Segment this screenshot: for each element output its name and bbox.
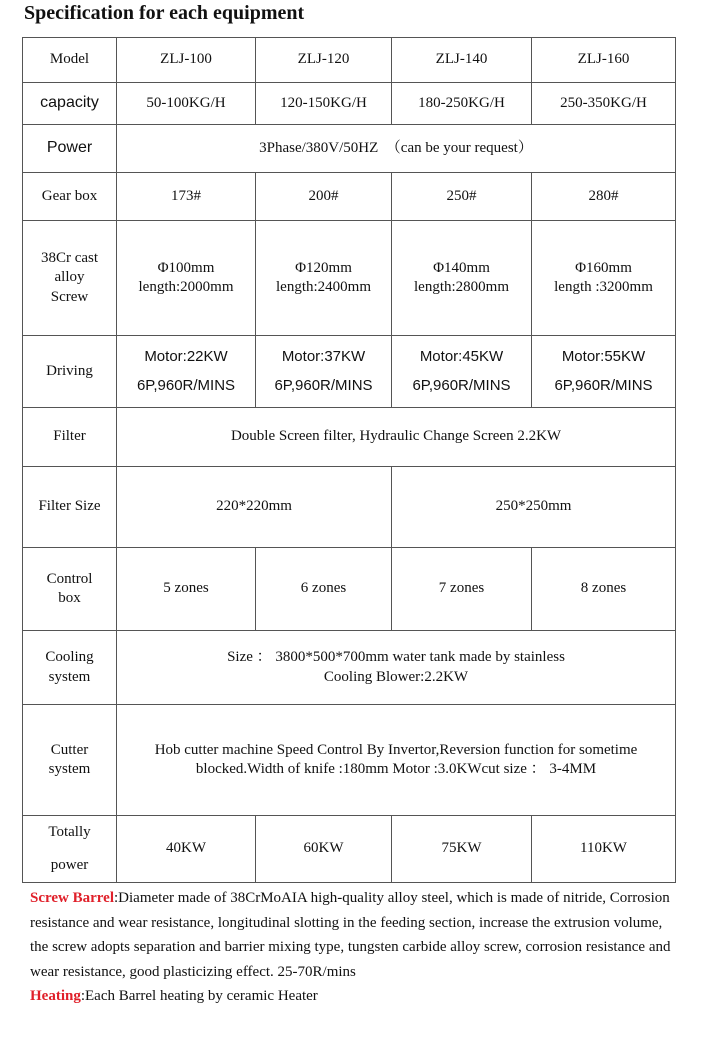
row-label: capacity	[23, 83, 117, 125]
label-line: power	[50, 857, 89, 873]
screw-diameter: Φ100mm	[157, 259, 215, 276]
screw-cell	[392, 221, 532, 336]
note-text: :Diameter made of 38CrMoAIA high-quality alloy steel, which is made of nitride, Corrosion resistance and wear resistance, longitudinal slotting in the feeding section, increase the extrusion volume, the screw adopts separation and barrier mixing type, tungsten carbide alloy screw, corrosion resistance and wear resistance, good plasticizing effect. 25-70R/mins	[30, 890, 671, 980]
model-cell: ZLJ-160	[532, 38, 676, 83]
driving-cell	[256, 336, 392, 408]
control-box-cell: 7 zones	[392, 548, 532, 631]
cooling-size: Size ： 3800*500*700mm water tank made by stainless	[227, 649, 565, 665]
capacity-cell: 180-250KG/H	[392, 83, 532, 125]
capacity-cell: 50-100KG/H	[117, 83, 256, 125]
row-label: Power	[23, 125, 117, 173]
label-line: system	[48, 761, 91, 777]
row-label	[23, 221, 117, 336]
row-filter	[23, 408, 676, 467]
filter-size-cell: 250*250mm	[392, 467, 676, 548]
control-box-cell: 5 zones	[117, 548, 256, 631]
control-box-cell: 8 zones	[532, 548, 676, 631]
screw-diameter: Φ120mm	[295, 259, 352, 276]
label-line: Totally	[48, 824, 91, 840]
row-cutter	[23, 705, 676, 816]
filter-cell: Double Screen filter, Hydraulic Change Screen 2.2KW	[117, 408, 676, 467]
screw-length: length:2800mm	[414, 279, 509, 295]
label-line: Cooling	[45, 649, 94, 665]
row-label	[23, 816, 117, 883]
motor-speed: 6P,960R/MINS	[136, 376, 236, 394]
driving-cell	[532, 336, 676, 408]
note-label: Screw Barrel	[30, 890, 115, 906]
screw-length: length :3200mm	[554, 279, 653, 295]
row-gearbox	[23, 173, 676, 221]
label-line: Control	[46, 570, 93, 587]
capacity-cell: 120-150KG/H	[256, 83, 392, 125]
cooling-cell	[117, 631, 676, 705]
row-label: Filter	[23, 408, 117, 467]
control-box-cell: 6 zones	[256, 548, 392, 631]
row-filter-size	[23, 467, 676, 548]
page-title: Specification for each equipment	[24, 2, 305, 24]
model-cell: ZLJ-120	[256, 38, 392, 83]
label-line: Screw	[50, 288, 89, 305]
cooling-blower: Cooling Blower:2.2KW	[323, 668, 469, 685]
screw-length: length:2000mm	[138, 279, 234, 295]
row-screw	[23, 221, 676, 336]
screw-cell	[532, 221, 676, 336]
row-model	[23, 38, 676, 83]
model-cell: ZLJ-100	[117, 38, 256, 83]
row-label	[23, 705, 117, 816]
motor-power: Motor:37KW	[281, 348, 366, 365]
total-power-cell: 75KW	[392, 816, 532, 883]
total-power-cell: 110KW	[532, 816, 676, 883]
screw-length: length:2400mm	[276, 279, 371, 295]
row-label: Driving	[23, 336, 117, 408]
gearbox-cell: 280#	[532, 173, 676, 221]
driving-cell	[392, 336, 532, 408]
row-cooling	[23, 631, 676, 705]
label-line: 38Cr cast	[40, 249, 99, 266]
motor-power: Motor:45KW	[419, 348, 504, 365]
total-power-cell: 60KW	[256, 816, 392, 883]
gearbox-cell: 200#	[256, 173, 392, 221]
motor-power: Motor:22KW	[144, 348, 228, 365]
note-text: :Each Barrel heating by ceramic Heater	[80, 988, 318, 1004]
total-power-cell: 40KW	[117, 816, 256, 883]
row-power	[23, 125, 676, 173]
note-label: Heating	[30, 988, 81, 1004]
row-label: Model	[23, 38, 117, 83]
label-line: system	[48, 668, 91, 685]
screw-cell	[117, 221, 256, 336]
label-line: alloy	[54, 269, 85, 286]
model-cell: ZLJ-140	[392, 38, 532, 83]
motor-power: Motor:55KW	[561, 348, 646, 365]
driving-cell	[117, 336, 256, 408]
row-label	[23, 631, 117, 705]
row-label	[23, 548, 117, 631]
row-capacity	[23, 83, 676, 125]
screw-diameter: Φ140mm	[433, 259, 490, 276]
row-total-power	[23, 816, 676, 883]
row-label: Filter Size	[23, 467, 117, 548]
screw-diameter: Φ160mm	[575, 259, 632, 276]
gearbox-cell: 250#	[392, 173, 532, 221]
row-control-box	[23, 548, 676, 631]
capacity-cell: 250-350KG/H	[532, 83, 676, 125]
heating-note	[30, 984, 680, 1009]
row-label: Gear box	[23, 173, 117, 221]
motor-speed: 6P,960R/MINS	[274, 376, 373, 394]
label-line: box	[58, 590, 81, 606]
motor-speed: 6P,960R/MINS	[554, 376, 653, 394]
screw-barrel-note	[30, 886, 680, 984]
specification-table	[22, 37, 676, 883]
notes-section	[30, 886, 680, 1009]
filter-size-cell: 220*220mm	[117, 467, 392, 548]
motor-speed: 6P,960R/MINS	[412, 376, 511, 394]
cutter-cell: Hob cutter machine Speed Control By Invertor,Reversion function for sometime blocked.Width of knife :180mm Motor :3.0KWcut size ： 3-4MM	[117, 705, 676, 816]
screw-cell	[256, 221, 392, 336]
row-driving	[23, 336, 676, 408]
label-line: Cutter	[50, 741, 89, 758]
power-cell: 3Phase/380V/50HZ （can be your request）	[117, 125, 676, 173]
gearbox-cell: 173#	[117, 173, 256, 221]
